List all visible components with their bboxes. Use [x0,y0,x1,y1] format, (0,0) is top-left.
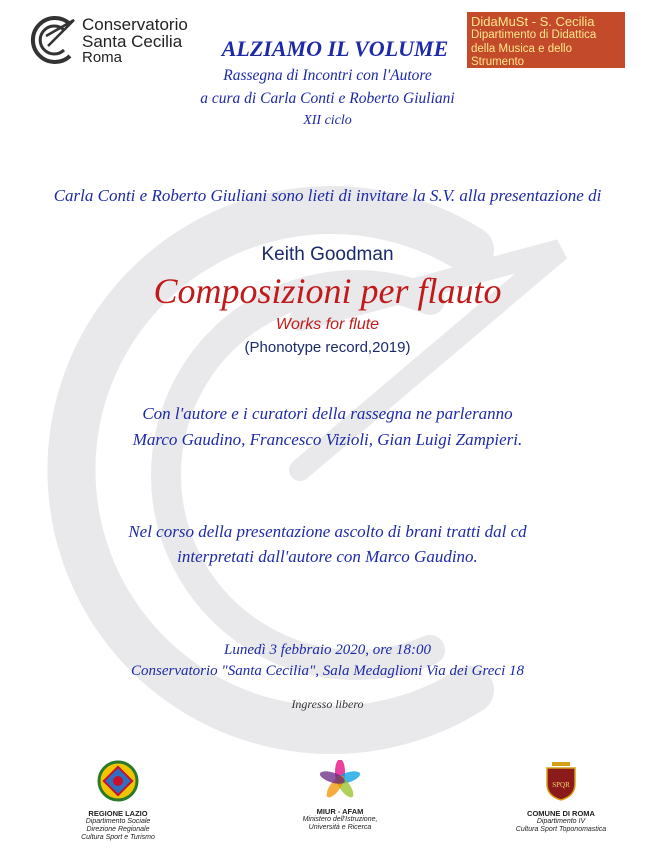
series-cycle: XII ciclo [303,113,352,128]
conservatorio-name-line1: Conservatorio [82,15,188,34]
conservatorio-name-line3: Roma [82,49,123,66]
conservatorio-logo [24,12,194,68]
miur-star-icon [320,760,360,800]
sponsor-comune-roma [506,760,616,834]
sponsor-desc1: Dipartimento Sociale [85,818,151,825]
sponsor-miur [290,760,390,832]
comune-roma-crest-icon [544,760,578,802]
author-name: Keith Goodman [261,244,394,265]
svg-text:SPQR: SPQR [552,781,570,789]
performance-line1: Nel corso della presentazione ascolto di brani tratti dal cd [128,522,527,541]
didamust-line1: DidaMuSt - S. Cecilia [471,14,595,29]
speakers-line2: Marco Gaudino, Francesco Vizioli, Gian Luigi Zampieri. [132,430,523,449]
sponsor-desc2: Direzione Regionale [86,826,150,834]
work-title-english: Works for flute [275,316,380,333]
speakers-line1: Con l'autore e i curatori della rassegna ne parleranno [142,404,513,423]
sponsor-name: REGIONE LAZIO [88,809,148,818]
sponsor-desc3: Cultura Sport e Turismo [81,834,155,842]
series-subtitle-2: a cura di Carla Conti e Roberto Giuliani [200,90,455,107]
admission-text: Ingresso libero [291,697,364,711]
sponsor-regione-lazio [68,760,168,842]
sponsor-name: COMUNE DI ROMA [527,809,595,818]
conservatorio-name-line2: Santa Cecilia [82,32,183,51]
didamust-line2: Dipartimento di Didattica [471,29,597,42]
series-subtitle-1: Rassegna di Incontri con l'Autore [223,67,432,84]
invitation-text: Carla Conti e Roberto Giuliani sono lieti di invitare la S.V. alla presentazione di [53,186,602,205]
regione-lazio-emblem-icon [97,760,139,802]
event-venue: Conservatorio "Santa Cecilia", Sala Medaglioni Via dei Greci 18 [131,663,524,679]
didamust-badge [467,12,625,68]
sponsor-desc1: Ministero dell'Istruzione, [302,816,378,823]
record-info: (Phonotype record,2019) [244,339,411,356]
event-date: Lunedì 3 febbraio 2020, ore 18:00 [224,642,431,658]
work-title: Composizioni per flauto [153,271,502,311]
sponsor-desc2: Università e Ricerca [308,824,372,832]
series-title: ALZIAMO IL VOLUME [221,36,449,61]
sponsor-desc2: Cultura Sport Toponomastica [515,826,607,834]
sponsor-name: MIUR - AFAM [316,807,364,816]
conservatorio-mark-icon [24,12,78,66]
performance-line2: interpretati dall'autore con Marco Gaudino. [177,547,478,566]
didamust-line3: della Musica e dello Strumento [471,42,573,69]
sponsor-desc1: Dipartimento IV [536,818,586,825]
